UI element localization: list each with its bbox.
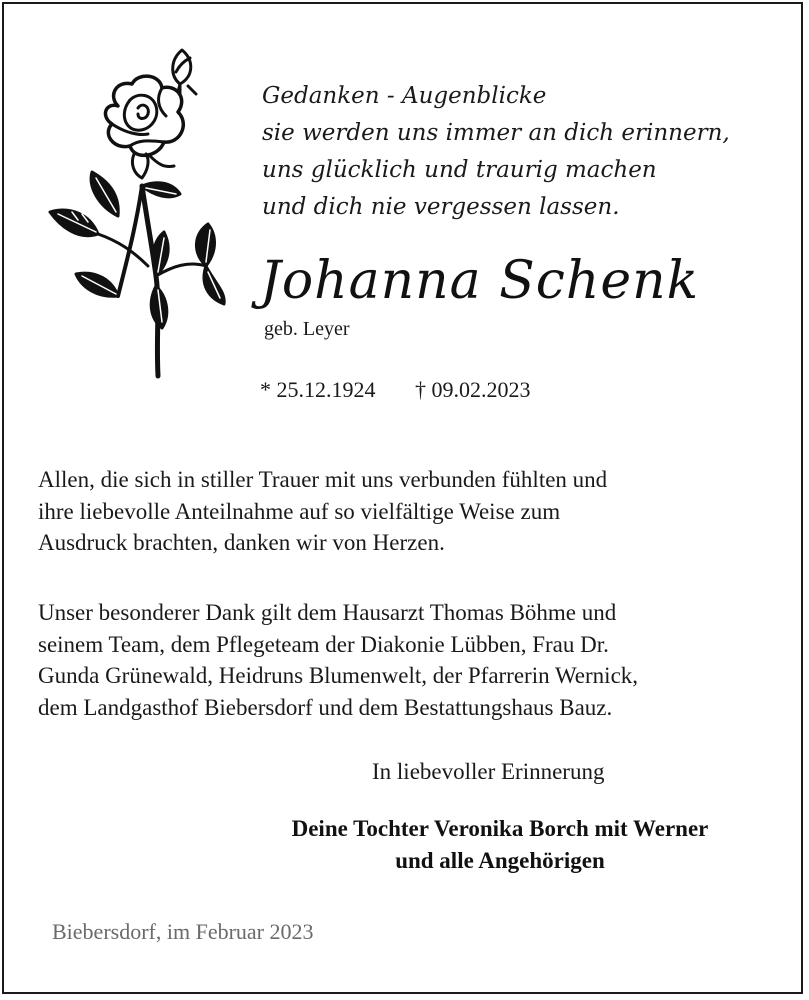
text-line: seinem Team, dem Pflegeteam der Diakonie Lübben, Frau Dr. — [38, 631, 609, 657]
text-line: ihre liebevolle Anteilnahme auf so vielfältige Weise zum — [38, 498, 561, 524]
text-line: Gunda Grünewald, Heidruns Blumenwelt, der Pfarrerin Wernick, — [38, 663, 639, 688]
poem-line: und dich nie vergessen lassen. — [262, 194, 620, 220]
text-line: dem Landgasthof Biebersdorf und dem Bestattungshaus Bauz. — [38, 694, 613, 720]
place-date: Biebersdorf, im Februar 2023 — [52, 919, 314, 944]
thanks-paragraph-1 — [38, 464, 778, 559]
poem — [262, 78, 782, 226]
text-line: Allen, die sich in stiller Trauer mit uns verbunden fühlten und — [38, 467, 608, 492]
rose-illustration-icon — [38, 36, 228, 384]
birth-date: * 25.12.1924 — [260, 377, 376, 402]
thanks-paragraph-2 — [38, 597, 778, 723]
maiden-name: geb. Leyer — [264, 318, 350, 340]
death-date: † 09.02.2023 — [415, 377, 531, 402]
poem-line: Gedanken - Augenblicke — [262, 83, 547, 109]
text-line: Unser besonderer Dank gilt dem Hausarzt Thomas Böhme und — [38, 600, 617, 625]
life-dates — [260, 374, 531, 406]
closing-phrase: In liebevoller Erinnerung — [372, 759, 605, 784]
text-line: Ausdruck brachten, danken wir von Herzen. — [38, 530, 445, 555]
signer-line: Deine Tochter Veronika Borch mit Werner — [291, 816, 709, 841]
poem-line: uns glücklich und traurig machen — [262, 157, 657, 183]
poem-line: sie werden uns immer an dich erinnern, — [262, 120, 730, 146]
deceased-name: Johanna Schenk — [260, 251, 700, 311]
signers — [230, 813, 770, 877]
signer-line: und alle Angehörigen — [395, 848, 605, 873]
